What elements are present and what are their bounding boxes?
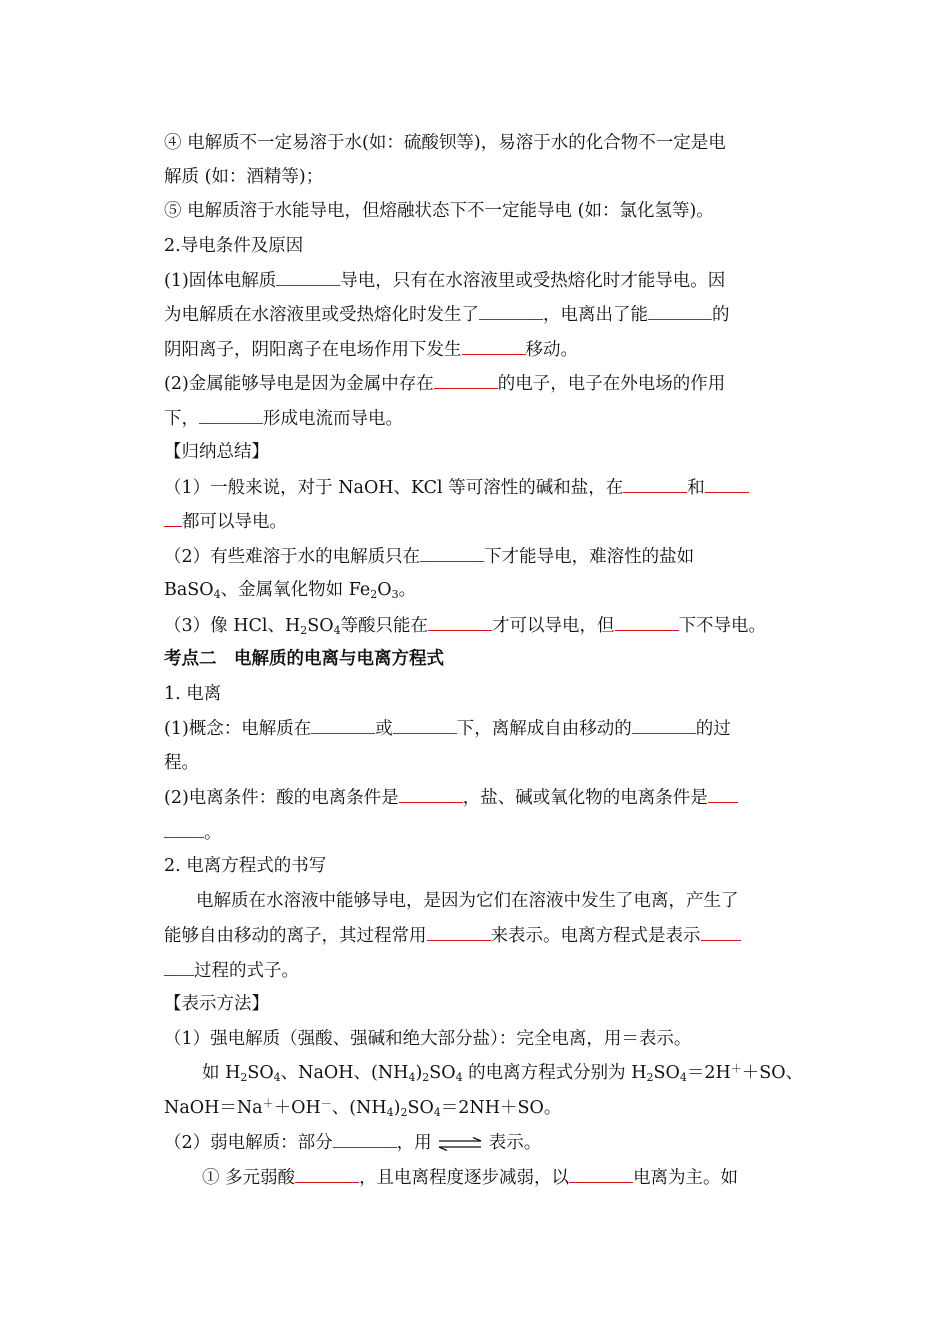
- fill-blank[interactable]: [164, 819, 204, 838]
- fill-blank[interactable]: [623, 474, 687, 493]
- text-line: [202, 1164, 738, 1190]
- text-line: [164, 370, 725, 396]
- text: 、(NH: [331, 1098, 387, 1118]
- text: 和: [687, 478, 705, 498]
- text: 的: [712, 305, 730, 325]
- fill-blank[interactable]: [311, 715, 375, 734]
- fill-blank[interactable]: [632, 715, 696, 734]
- superscript: ＋: [730, 1062, 742, 1075]
- text: 下不导电。: [678, 616, 767, 636]
- fill-blank[interactable]: [164, 508, 182, 527]
- text: ① 多元弱酸: [202, 1168, 296, 1188]
- text: (1)固体电解质: [164, 271, 277, 291]
- text: 下，: [164, 409, 199, 429]
- text: 导电，只有在水溶液里或受热熔化时才能导电。因: [340, 271, 726, 291]
- subscript: 2: [300, 624, 308, 637]
- text: 考点二 电解质的电离与电离方程式: [164, 649, 444, 669]
- text: SO: [407, 1098, 434, 1118]
- text: 都可以导电。: [182, 512, 287, 532]
- text: 、NaOH、(NH: [280, 1063, 409, 1083]
- text: ＝2H: [686, 1063, 731, 1083]
- text-line: [164, 957, 299, 983]
- text-line: [164, 543, 694, 569]
- text: 的过: [695, 719, 731, 739]
- text: (1)概念：电解质在: [164, 719, 312, 739]
- text-line: [196, 888, 739, 914]
- fill-blank[interactable]: [393, 715, 457, 734]
- text-line: [202, 1060, 803, 1086]
- fill-blank[interactable]: [295, 1164, 359, 1183]
- subscript: 4: [455, 1071, 463, 1084]
- text: ，盐、碱或氧化物的电离条件是: [462, 788, 708, 808]
- text: ): [415, 1063, 423, 1083]
- subscript: 2: [240, 1071, 248, 1084]
- text: （3）像 HCl、H: [164, 616, 301, 636]
- text: 电离为主。如: [633, 1168, 739, 1188]
- text-line: [164, 336, 578, 362]
- fill-blank[interactable]: [701, 922, 741, 941]
- text: ，用: [396, 1133, 432, 1153]
- text-line: [164, 1026, 691, 1052]
- text: SO: [307, 616, 334, 636]
- text-line: [164, 577, 416, 603]
- fill-blank[interactable]: [427, 922, 491, 941]
- text: ，且电离程度逐步减弱，以: [359, 1168, 570, 1188]
- text: 的电离方程式分别为 H: [462, 1063, 647, 1083]
- fill-blank[interactable]: [569, 1164, 633, 1183]
- text: （2）有些难溶于水的电解质只在: [164, 547, 421, 567]
- text: 解质 (如：酒精等)；: [164, 167, 324, 187]
- text: （1）强电解质（强酸、强碱和绝大部分盐）：完全电离，用＝表示。: [164, 1029, 692, 1049]
- text: ＋SO、: [741, 1063, 804, 1083]
- text: ④ 电解质不一定易溶于水(如：硫酸钡等)，易溶于水的化合物不一定是电: [164, 133, 726, 153]
- text: 过程的式子。: [194, 961, 299, 981]
- text-line: [164, 922, 741, 948]
- subscript: 4: [679, 1071, 687, 1084]
- subscript: 3: [391, 588, 399, 601]
- text: 或: [375, 719, 393, 739]
- fill-blank[interactable]: [434, 370, 498, 389]
- text: （1）一般来说，对于 NaOH、KCl 等可溶性的碱和盐，在: [164, 478, 624, 498]
- subscript: 4: [433, 1106, 441, 1119]
- text-line: [164, 164, 323, 190]
- text: 2.导电条件及原因: [164, 236, 304, 256]
- fill-blank[interactable]: [276, 267, 340, 286]
- text-line: [164, 267, 725, 293]
- subscript: 4: [386, 1106, 394, 1119]
- text-line: [164, 784, 738, 810]
- text: 2. 电离方程式的书写: [164, 856, 327, 876]
- subscript: 4: [333, 624, 341, 637]
- text: （2）弱电解质：部分: [164, 1133, 333, 1153]
- text: 的电子，电子在外电场的作用: [497, 374, 726, 394]
- text: 阴阳离子，阴阳离子在电场作用下发生: [164, 340, 462, 360]
- subscript: 4: [273, 1071, 281, 1084]
- text: 。: [398, 580, 417, 600]
- text: 才可以导电，但: [492, 616, 615, 636]
- text-line: [164, 612, 766, 638]
- text: ，电离出了能: [543, 305, 648, 325]
- text: 移动。: [525, 340, 578, 360]
- text-line: [164, 508, 287, 534]
- text: ＝2NH＋SO。: [440, 1098, 562, 1118]
- text: 【表示方法】: [164, 994, 269, 1014]
- text-line: [164, 1129, 541, 1155]
- text-line: [164, 301, 730, 327]
- fill-blank[interactable]: [648, 301, 712, 320]
- superscript: ＋: [262, 1097, 274, 1110]
- subscript: 2: [400, 1106, 408, 1119]
- text: 下才能导电，难溶性的盐如: [484, 547, 695, 567]
- text: 程。: [164, 753, 199, 773]
- fill-blank[interactable]: [199, 405, 263, 424]
- text: SO: [429, 1063, 456, 1083]
- fill-blank[interactable]: [705, 474, 749, 493]
- reversible-arrow-icon: [437, 1137, 483, 1151]
- text: (2)电离条件：酸的电离条件是: [164, 788, 399, 808]
- section-heading: [164, 233, 303, 259]
- text: 表示。: [488, 1133, 542, 1153]
- fill-blank[interactable]: [164, 957, 194, 976]
- fill-blank[interactable]: [399, 784, 463, 803]
- text: 如 H: [202, 1063, 241, 1083]
- text: SO: [653, 1063, 680, 1083]
- subscript: 4: [408, 1071, 416, 1084]
- fill-blank[interactable]: [428, 612, 492, 631]
- superscript: －: [320, 1097, 332, 1110]
- text: SO: [247, 1063, 274, 1083]
- text: 、金属氧化物如 Fe: [220, 580, 371, 600]
- text: 等酸只能在: [340, 616, 429, 636]
- section-title: [164, 646, 444, 672]
- fill-blank[interactable]: [462, 336, 526, 355]
- text-line: [164, 1095, 561, 1121]
- text-line: [164, 474, 749, 500]
- fill-blank[interactable]: [333, 1129, 397, 1148]
- subscript: 2: [370, 588, 378, 601]
- text-line: [164, 198, 714, 224]
- text-line: [164, 405, 403, 431]
- text: (2)金属能够导电是因为金属中存在: [164, 374, 434, 394]
- text: ＋OH: [273, 1098, 321, 1118]
- text: 1. 电离: [164, 684, 222, 704]
- text: 为电解质在水溶液里或受热熔化时发生了: [164, 305, 479, 325]
- fill-blank[interactable]: [479, 301, 543, 320]
- fill-blank[interactable]: [615, 612, 679, 631]
- section-heading: [164, 991, 269, 1017]
- text: 下，离解成自由移动的: [456, 719, 632, 739]
- text-line: [164, 130, 726, 156]
- section-heading: [164, 853, 326, 879]
- text: BaSO: [164, 580, 214, 600]
- text: ): [393, 1098, 401, 1118]
- text: 能够自由移动的离子，其过程常用: [164, 926, 427, 946]
- fill-blank[interactable]: [420, 543, 484, 562]
- text: 形成电流而导电。: [263, 409, 403, 429]
- text: 来表示。电离方程式是表示: [490, 926, 701, 946]
- subscript: 2: [422, 1071, 430, 1084]
- text-line: [164, 819, 222, 845]
- fill-blank[interactable]: [708, 784, 738, 803]
- text: 【归纳总结】: [164, 442, 269, 462]
- text: 电解质在水溶液中能够导电，是因为它们在溶液中发生了电离，产生了: [196, 891, 739, 911]
- text: NaOH＝Na: [164, 1098, 263, 1118]
- subscript: 4: [213, 588, 221, 601]
- text: 。: [204, 823, 222, 843]
- text: O: [377, 580, 392, 600]
- text-line: [164, 715, 731, 741]
- text-line: [164, 750, 199, 776]
- section-heading: [164, 681, 221, 707]
- text: ⑤ 电解质溶于水能导电，但熔融状态下不一定能导电 (如：氯化氢等)。: [164, 201, 714, 221]
- section-heading: [164, 439, 269, 465]
- subscript: 2: [646, 1071, 654, 1084]
